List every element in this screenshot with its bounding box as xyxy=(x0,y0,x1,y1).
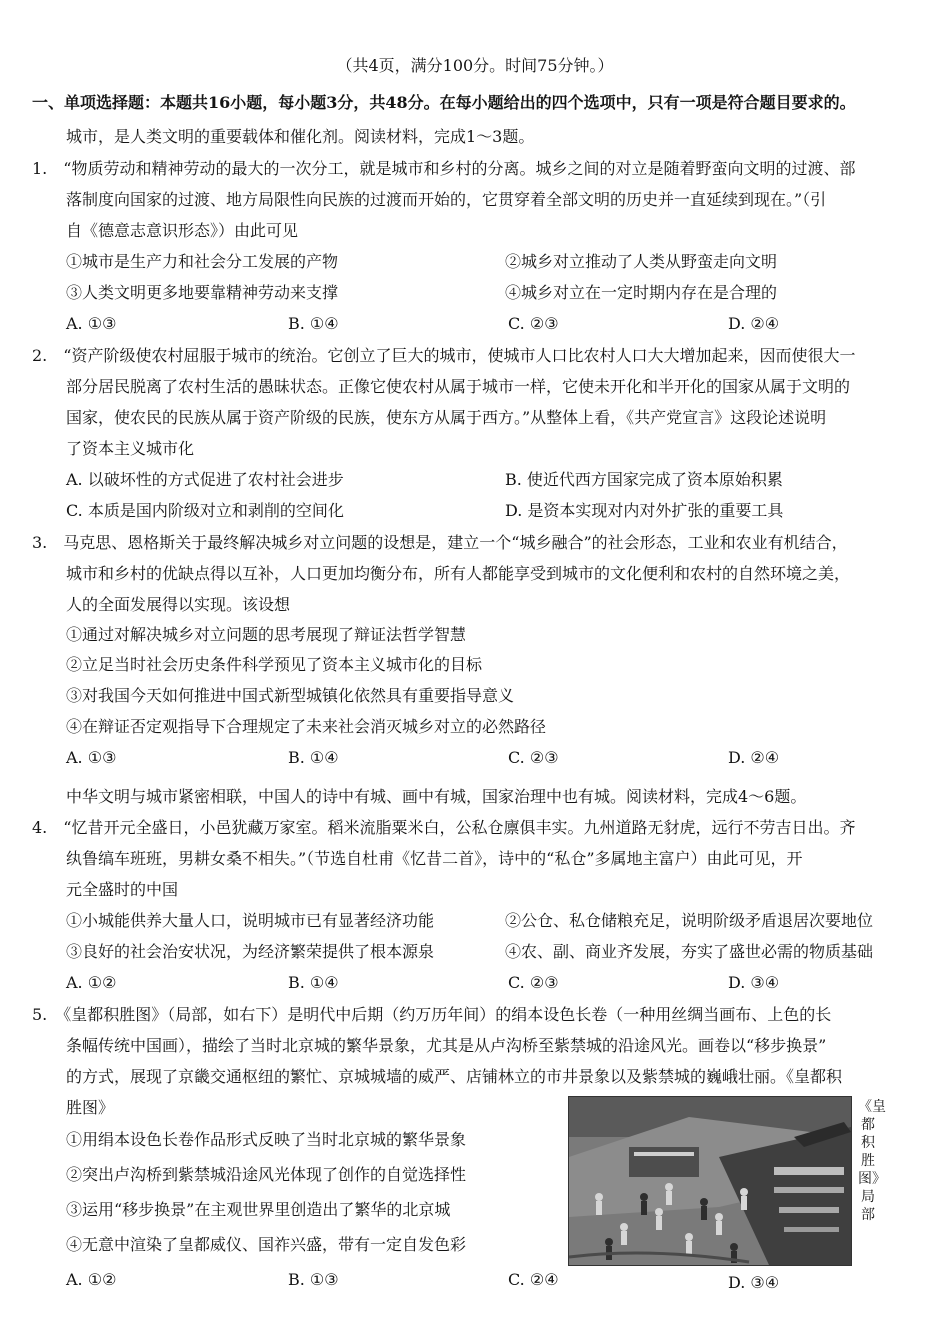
material-intro-1: 城市，是人类文明的重要载体和催化剂。阅读材料，完成1～3题。 xyxy=(66,127,535,146)
material-intro-2: 中华文明与城市紧密相联，中国人的诗中有城、画中有城，国家治理中也有城。阅读材料，完成4～6题。 xyxy=(66,787,807,806)
q4-statement-1: ①小城能供养大量人口，说明城市已有显著经济功能 xyxy=(66,911,435,930)
q1-statement-3: ③人类文明更多地要靠精神劳动来支撑 xyxy=(66,283,339,302)
section-title: 一、单项选择题：本题共16小题，每小题3分，共48分。在每小题给出的四个选项中，只有一项是符合题目要求的。 xyxy=(32,93,856,112)
q3-line-2: 城市和乡村的优缺点得以互补，人口更加均衡分布，所有人都能享受到城市的文化便利和农村的自然环境之美， xyxy=(66,564,851,583)
q4-statement-2: ②公仓、私仓储粮充足，说明阶级矛盾退居次要地位 xyxy=(505,911,874,930)
q3-option-b: B. ①④ xyxy=(288,748,339,767)
q3-statement-1: ①通过对解决城乡对立问题的思考展现了辩证法哲学智慧 xyxy=(66,625,467,644)
q1-statement-4: ④城乡对立在一定时期内存在是合理的 xyxy=(505,283,778,302)
q5-option-d: D. ③④ xyxy=(728,1273,780,1292)
q1-line-3: 自《德意志意识形态》）由此可见 xyxy=(66,221,299,240)
q4-option-b: B. ①④ xyxy=(288,973,339,992)
q3-statement-4: ④在辩证否定观指导下合理规定了未来社会消灭城乡对立的必然路径 xyxy=(66,717,547,736)
exam-header: （共4页，满分100分。时间75分钟。） xyxy=(336,56,614,75)
q2-line-1: 2. “资产阶级使农村屈服于城市的统治。它创立了巨大的城市，使城市人口比农村人口大大增加起来，因而使很大一 xyxy=(32,346,856,365)
painting-image xyxy=(568,1096,852,1266)
q5-line-2: 条幅传统中国画），描绘了当时北京城的繁华景象，尤其是从卢沟桥至紫禁城的沿途风光。画卷以“移步换景” xyxy=(66,1036,827,1055)
q3-option-c: C. ②③ xyxy=(508,748,559,767)
q2-option-d: D. 是资本实现对内对外扩张的重要工具 xyxy=(505,501,784,520)
q1-line-1: 1. “物质劳动和精神劳动的最大的一次分工，就是城市和乡村的分离。城乡之间的对立是随着野蛮向文明的过渡、部 xyxy=(32,159,856,178)
q5-statement-2: ②突出卢沟桥到紫禁城沿途风光体现了创作的自觉选择性 xyxy=(66,1165,467,1184)
q1-line-2: 落制度向国家的过渡、地方局限性向民族的过渡而开始的，它贯穿着全部文明的历史并一直延续到现在。”（引 xyxy=(66,190,827,209)
q4-option-c: C. ②③ xyxy=(508,973,559,992)
q1-statement-1: ①城市是生产力和社会分工发展的产物 xyxy=(66,252,339,271)
q4-option-a: A. ①② xyxy=(66,973,117,992)
q3-statement-2: ②立足当时社会历史条件科学预见了资本主义城市化的目标 xyxy=(66,655,483,674)
painting-caption: 《皇都积胜图》局部 xyxy=(858,1099,886,1223)
q2-line-2: 部分居民脱离了农村生活的愚昧状态。正像它使农村从属于城市一样，它使未开化和半开化的国家从属于文明的 xyxy=(66,377,851,396)
q4-line-3: 元全盛时的中国 xyxy=(66,880,179,899)
q2-option-c: C. 本质是国内阶级对立和剥削的空间化 xyxy=(66,501,344,520)
q1-option-d: D. ②④ xyxy=(728,314,780,333)
q4-statement-4: ④农、副、商业齐发展，夯实了盛世必需的物质基础 xyxy=(505,942,874,961)
q5-statement-3: ③运用“移步换景”在主观世界里创造出了繁华的北京城 xyxy=(66,1200,451,1219)
q2-line-4: 了资本主义城市化 xyxy=(66,439,195,458)
q5-statement-4: ④无意中渲染了皇都威仪、国祚兴盛，带有一定自发色彩 xyxy=(66,1235,467,1254)
q2-option-b: B. 使近代西方国家完成了资本原始积累 xyxy=(505,470,783,489)
q2-option-a: A. 以破坏性的方式促进了农村社会进步 xyxy=(66,470,344,489)
q1-option-b: B. ①④ xyxy=(288,314,339,333)
q4-statement-3: ③良好的社会治安状况，为经济繁荣提供了根本源泉 xyxy=(66,942,435,961)
q1-option-a: A. ①③ xyxy=(66,314,117,333)
q3-line-3: 人的全面发展得以实现。该设想 xyxy=(66,595,291,614)
q1-statement-2: ②城乡对立推动了人类从野蛮走向文明 xyxy=(505,252,778,271)
q4-option-d: D. ③④ xyxy=(728,973,780,992)
q5-option-a: A. ①② xyxy=(66,1270,117,1289)
q5-option-b: B. ①③ xyxy=(288,1270,339,1289)
q1-option-c: C. ②③ xyxy=(508,314,559,333)
q4-line-2: 纨鲁缟车班班，男耕女桑不相失。”（节选自杜甫《忆昔二首》，诗中的“私仓”多属地主富户）由此可见，开 xyxy=(66,849,803,868)
q5-line-3: 的方式，展现了京畿交通枢纽的繁忙、京城城墙的威严、店铺林立的市井景象以及紫禁城的巍峨壮丽。《皇都积 xyxy=(66,1067,843,1086)
q3-line-1: 3. 马克思、恩格斯关于最终解决城乡对立问题的设想是，建立一个“城乡融合”的社会形态，工业和农业有机结合， xyxy=(32,533,848,552)
q5-line-4: 胜图》 xyxy=(66,1098,115,1117)
q4-line-1: 4. “忆昔开元全盛日，小邑犹藏万家室。稻米流脂粟米白，公私仓廪俱丰实。九州道路无豺虎，远行不劳吉日出。齐 xyxy=(32,818,856,837)
q5-option-c: C. ②④ xyxy=(508,1270,559,1289)
q3-statement-3: ③对我国今天如何推进中国式新型城镇化依然具有重要指导意义 xyxy=(66,686,515,705)
painting-illustration xyxy=(569,1097,851,1265)
q3-option-d: D. ②④ xyxy=(728,748,780,767)
q5-statement-1: ①用绢本设色长卷作品形式反映了当时北京城的繁华景象 xyxy=(66,1130,467,1149)
q5-line-1: 5. 《皇都积胜图》（局部，如右下）是明代中后期（约万历年间）的绢本设色长卷（一种用丝绸当画布、上色的长 xyxy=(32,1005,832,1024)
q3-option-a: A. ①③ xyxy=(66,748,117,767)
q2-line-3: 国家，使农民的民族从属于资产阶级的民族，使东方从属于西方。”从整体上看，《共产党宣言》这段论述说明 xyxy=(66,408,827,427)
